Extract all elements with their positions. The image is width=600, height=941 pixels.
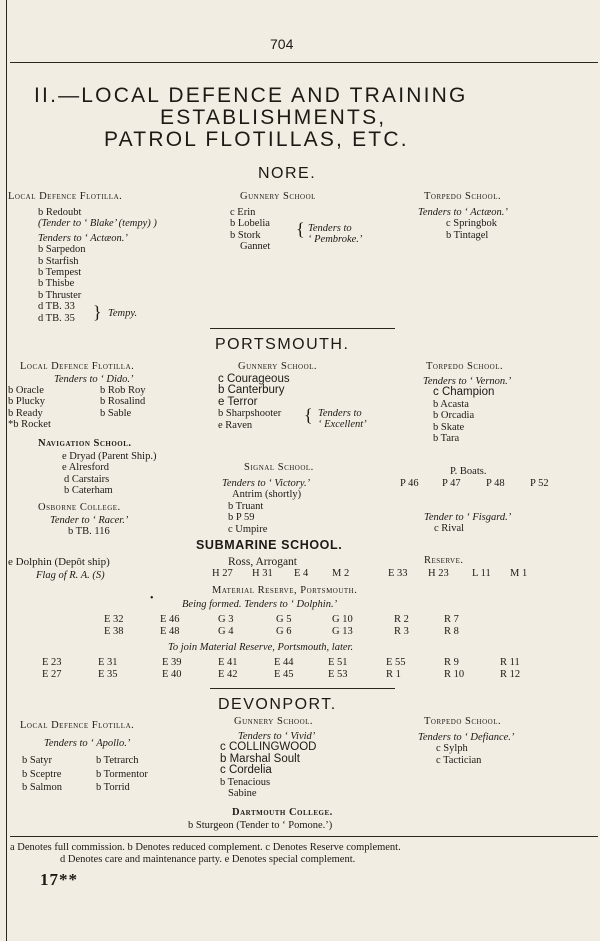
brace-glyph: } (93, 302, 102, 322)
submarine-unit: G 4 (218, 626, 234, 637)
devonport-torpedo-item: Tenders to ‘ Defiance.’ (418, 732, 515, 743)
pboat: P 47 (442, 478, 461, 489)
portsmouth-gunnery-note (318, 408, 367, 431)
portsmouth-gunnery-item: c Courageous (218, 373, 290, 385)
nore-ldf-item: (Tender to ‘ Blake’ (tempy) ) (38, 218, 157, 230)
portsmouth-ldf-item: b Plucky (8, 396, 46, 408)
signal-item: Tenders to ‘ Victory.’ (222, 478, 311, 489)
submarine-unit: E 46 (160, 614, 180, 625)
margin-line (6, 0, 7, 941)
portsmouth-ldf-heading: Local Defence Flotilla. (20, 361, 135, 372)
submarine-unit: E 48 (160, 626, 180, 637)
brace-glyph: { (304, 405, 313, 425)
submarine-unit: G 3 (218, 614, 234, 625)
flag-line: Flag of R. A. (S) (36, 570, 105, 581)
devonport-ldf-item: b Salmon (22, 782, 62, 794)
nore-ldf-item: b Starfish (38, 255, 79, 267)
devonport-gunnery-item: c Cordelia (220, 764, 272, 777)
portsmouth-gunnery-note-line: Tenders to (318, 408, 362, 419)
section-rule (210, 328, 395, 329)
submarine-unit: E 31 (98, 657, 118, 668)
portsmouth-torpedo-item: b Tara (433, 433, 460, 445)
submarine-unit: E 53 (328, 669, 348, 680)
portsmouth-torpedo-item: b Acasta (433, 398, 469, 410)
fisgard-list (424, 512, 511, 535)
portsmouth-ldf-item: b Rosalind (100, 396, 146, 408)
devonport-ldf-item: b Tetrarch (96, 755, 139, 766)
page-number: 704 (270, 36, 294, 52)
submarine-unit: G 10 (332, 614, 353, 625)
header-rule (10, 62, 598, 63)
osborne-item: b TB. 116 (68, 526, 110, 538)
footnote-line-1: a Denotes full commission. b Denotes reduced complement. c Denotes Reserve complement. (10, 842, 401, 853)
portsmouth-gunnery-item: e Terror (218, 395, 258, 408)
portsmouth-gunnery-heading: Gunnery School. (238, 361, 318, 372)
title-line-2: ESTABLISHMENTS, (160, 106, 387, 129)
submarine-unit: E 42 (218, 669, 238, 680)
section-rule (210, 688, 395, 689)
submarine-unit: E 32 (104, 614, 124, 625)
being-formed-line: Being formed. Tenders to ‘ Dolphin.’ (182, 599, 338, 610)
nore-heading: NORE. (258, 165, 317, 182)
submarine-unit: R 11 (500, 657, 520, 668)
signal-heading: Signal School. (244, 462, 314, 473)
submarine-unit: L 11 (472, 568, 491, 579)
footnote-line-2: d Denotes care and maintenance party. e Denotes special complement. (60, 854, 356, 865)
portsmouth-ldf-item: b Oracle (8, 385, 44, 396)
osborne-item: Tender to ‘ Racer.’ (50, 515, 129, 526)
nore-torpedo-item: b Tintagel (446, 229, 489, 241)
portsmouth-ldf-col1 (8, 385, 51, 431)
nore-torpedo-item: Tenders to ‘ Actæon.’ (418, 207, 508, 218)
portsmouth-ldf-col2 (100, 385, 146, 419)
portsmouth-torpedo-item: c Champion (433, 386, 495, 399)
navigation-item: e Alresford (62, 462, 109, 474)
devonport-gunnery-item: Tenders to ‘ Vivid’ (238, 731, 316, 742)
nore-gunnery-note-line: Tenders to (308, 223, 352, 234)
devonport-heading: DEVONPORT. (218, 696, 337, 713)
pboat: P 46 (400, 478, 419, 489)
dartmouth-line: b Sturgeon (Tender to ‘ Pomone.’) (188, 820, 333, 831)
submarine-unit: E 38 (104, 626, 124, 637)
nore-gunnery-item: b Stork (230, 229, 261, 241)
submarine-unit: E 33 (388, 568, 408, 579)
fisgard-item: c Rival (434, 523, 465, 535)
devonport-ldf-item: b Sceptre (22, 768, 62, 780)
devonport-gunnery-item: c COLLINGWOOD (220, 741, 317, 754)
portsmouth-ldf-item: b Ready (8, 407, 43, 419)
dartmouth-heading: Dartmouth College. (232, 807, 333, 818)
devonport-gunnery-item: Sabine (228, 788, 257, 800)
devonport-ldf-heading: Local Defence Flotilla. (20, 720, 135, 731)
portsmouth-gunnery-item: e Raven (218, 419, 253, 431)
submarine-unit: H 23 (428, 568, 449, 579)
portsmouth-gunnery-note-line: ‘ Excellent’ (318, 419, 367, 431)
dolphin-line: e Dolphin (Depôt ship) (8, 556, 110, 568)
portsmouth-torpedo-list (423, 376, 511, 444)
devonport-ldf-col1 (22, 754, 62, 795)
portsmouth-gunnery-item: b Sharpshooter (218, 408, 282, 420)
nore-ldf-heading: Local Defence Flotilla. (8, 191, 123, 202)
submarine-unit: E 39 (162, 657, 182, 668)
devonport-ldf-tenders: Tenders to ‘ Apollo.’ (44, 738, 131, 749)
signal-item: b Truant (228, 500, 264, 512)
navigation-item: d Carstairs (64, 473, 110, 485)
submarine-unit: R 1 (386, 669, 401, 680)
submarine-unit: R 12 (500, 669, 521, 680)
submarine-unit: E 23 (42, 657, 62, 668)
portsmouth-ldf-item: b Sable (100, 407, 132, 419)
submarine-unit: E 35 (98, 669, 118, 680)
ross-line: Ross, Arrogant (228, 556, 297, 568)
signature-mark: 17** (40, 870, 78, 889)
bullet-mark: • (150, 593, 154, 604)
pboat: P 48 (486, 478, 505, 489)
submarine-unit: H 27 (212, 568, 233, 579)
portsmouth-ldf-item: *b Rocket (8, 419, 51, 431)
devonport-ldf-item: b Tormentor (96, 768, 148, 780)
submarine-unit: R 8 (444, 626, 459, 637)
submarine-unit: R 9 (444, 657, 459, 668)
nore-gunnery-note (308, 223, 362, 246)
navigation-item: e Dryad (Parent Ship.) (62, 451, 157, 462)
signal-item: b P 59 (228, 512, 255, 524)
title-line-3: PATROL FLOTILLAS, ETC. (104, 128, 409, 151)
material-reserve-heading: Material Reserve, Portsmouth. (212, 585, 358, 596)
devonport-torpedo-item: c Sylph (436, 743, 468, 755)
submarine-unit: E 51 (328, 657, 348, 668)
nore-torpedo-list (418, 207, 508, 241)
submarine-unit: E 45 (274, 669, 294, 680)
devonport-torpedo-item: c Tactician (436, 754, 482, 766)
to-join-line: To join Material Reserve, Portsmouth, later. (168, 642, 354, 653)
nore-tb-item: d TB. 33 (38, 301, 75, 313)
pboat: P 52 (530, 478, 549, 489)
submarine-unit: H 31 (252, 568, 273, 579)
portsmouth-gunnery-list (218, 374, 290, 431)
signal-item: Antrim (shortly) (232, 489, 302, 501)
submarine-unit: R 7 (444, 614, 459, 625)
portsmouth-torpedo-heading: Torpedo School. (426, 361, 504, 372)
signal-list (222, 478, 310, 535)
nore-tb-note: Tempy. (108, 308, 138, 319)
submarine-unit: R 3 (394, 626, 409, 637)
submarine-unit: E 41 (218, 657, 238, 668)
portsmouth-gunnery-item: b Canterbury (218, 384, 285, 397)
submarine-unit: R 10 (444, 669, 465, 680)
submarine-unit: G 5 (276, 614, 292, 625)
nore-gunnery-item: b Lobelia (230, 218, 270, 230)
nore-gunnery-item: c Erin (230, 207, 256, 218)
submarine-unit: M 1 (510, 568, 528, 579)
navigation-item: b Caterham (64, 485, 113, 497)
submarine-unit: G 6 (276, 626, 292, 637)
submarine-unit: E 27 (42, 669, 62, 680)
nore-tb-item: d TB. 35 (38, 312, 75, 324)
submarine-unit: G 13 (332, 626, 353, 637)
nore-gunnery-list (230, 207, 270, 253)
nore-ldf-item: Tenders to ‘ Actæon.’ (38, 232, 128, 244)
nore-gunnery-item: Gannet (240, 241, 271, 253)
devonport-gunnery-item: b Tenacious (220, 776, 271, 788)
submarine-unit: E 40 (162, 669, 182, 680)
nore-torpedo-heading: Torpedo School. (424, 191, 502, 202)
submarine-unit: E 55 (386, 657, 406, 668)
navigation-list (62, 451, 156, 497)
portsmouth-ldf-tenders: Tenders to ‘ Dido.’ (54, 374, 134, 385)
signal-item: c Umpire (228, 523, 268, 535)
portsmouth-torpedo-item: Tenders to ‘ Vernon.’ (423, 376, 512, 387)
pboats-heading: P. Boats. (450, 466, 487, 477)
devonport-torpedo-heading: Torpedo School. (424, 716, 502, 727)
devonport-ldf-item: b Satyr (22, 755, 53, 766)
nore-ldf-item: b Thisbe (38, 278, 75, 290)
navigation-heading: Navigation School. (38, 438, 132, 449)
devonport-gunnery-heading: Gunnery School. (234, 716, 314, 727)
portsmouth-torpedo-item: b Orcadia (433, 410, 475, 422)
devonport-gunnery-item: b Marshal Soult (220, 752, 300, 765)
nore-ldf-item: b Sarpedon (38, 244, 86, 256)
devonport-ldf-col2 (96, 754, 148, 795)
portsmouth-ldf-item: b Rob Roy (100, 385, 146, 396)
footnote-rule (10, 836, 598, 837)
portsmouth-heading: PORTSMOUTH. (215, 336, 350, 353)
nore-torpedo-item: c Springbok (446, 218, 498, 230)
osborne-list (50, 515, 128, 538)
nore-ldf-item: b Tempest (38, 267, 82, 279)
nore-ldf-item: b Redoubt (38, 207, 82, 218)
submarine-unit: M 2 (332, 568, 350, 579)
title-line-1: II.—LOCAL DEFENCE AND TRAINING (34, 84, 468, 107)
fisgard-item: Tender to ‘ Fisgard.’ (424, 512, 512, 523)
submarine-heading: SUBMARINE SCHOOL. (196, 538, 343, 552)
nore-gunnery-note-line: ‘ Pembroke.’ (308, 234, 363, 246)
submarine-unit: R 2 (394, 614, 409, 625)
brace-glyph: { (296, 219, 305, 239)
devonport-torpedo-list (418, 732, 514, 766)
submarine-unit: E 44 (274, 657, 294, 668)
osborne-heading: Osborne College. (38, 502, 121, 513)
nore-gunnery-heading: Gunnery School (240, 191, 316, 202)
devonport-gunnery-list (220, 731, 316, 799)
portsmouth-torpedo-item: b Skate (433, 421, 465, 433)
devonport-ldf-item: b Torrid (96, 782, 130, 794)
nore-ldf-item: b Thruster (38, 289, 82, 301)
submarine-unit: E 4 (294, 568, 309, 579)
reserve-heading: Reserve. (424, 555, 464, 566)
